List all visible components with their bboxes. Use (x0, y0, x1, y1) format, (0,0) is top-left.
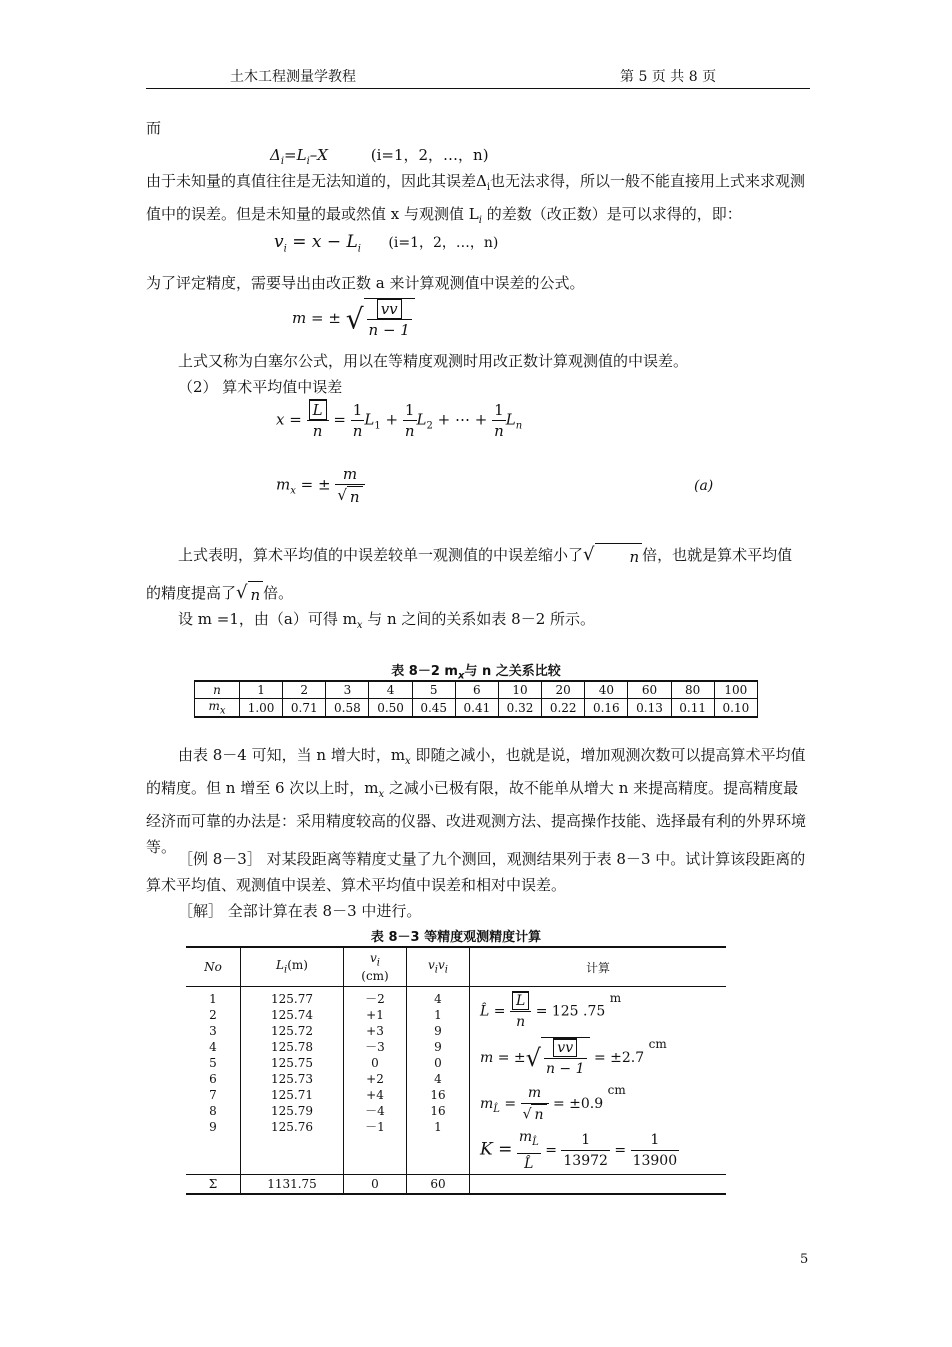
table1-label-n: n (195, 681, 240, 699)
table1-cell: 0.50 (369, 699, 412, 718)
table1-cell: 3 (326, 681, 369, 699)
page-number: 5 (800, 1252, 809, 1267)
table1-cell: 1 (240, 681, 283, 699)
header-page-info: 第 5 页 共 8 页 (620, 69, 717, 85)
calc-relative-error: K = $\frac{m_{L̂}}{L̂}$ = $\frac{1}{13972}$ = $\frac{1}{13900}$ (480, 1129, 678, 1172)
table2-sum-calc (470, 1175, 727, 1195)
solution-intro: ［解］ 全部计算在表 8－3 中进行。 (178, 902, 422, 920)
formula-bessel: m = ± √ $\frac{vv}{n - 1}$ (292, 298, 415, 340)
calc-m: m = ±√ $\frac{vv}{n - 1}$ = ±2.7 cm (480, 1037, 667, 1077)
example-statement: ［例 8－3］ 对某段距离等精度丈量了九个测回，观测结果列于表 8－3 中。试计算该段距离的算术平均值、观测值中误差、算术平均值中误差和相对中误差。 (146, 850, 806, 894)
table1-row-n (195, 681, 758, 699)
paragraph-5: 设 m =1，由（a）可得 $m_x$ 与 n 之间的关系如表 8－2 所示。 (178, 610, 596, 631)
table2-sum-vv: 60 (407, 1175, 470, 1195)
table2-header (186, 947, 726, 987)
table2-caption: 表 8－3 等精度观测精度计算 (370, 930, 542, 945)
table2-sum-label: Σ (186, 1175, 241, 1195)
paragraph-4a: 上式表明，算术平均值的中误差较单一观测值的中误差缩小了√ n 倍，也就是算术平均值 (146, 542, 810, 570)
table1-cell: 4 (369, 681, 412, 699)
paragraph-6: 由表 8－4 可知，当 n 增大时，$m_x$ 即随之减小，也就是说，增加观测次数可以提高算术平均值的精度。但 n 增至 6 次以上时，$m_x$ 之减小已极有限，故不能单从增大 n 来提高精度。提高精度最经济而可靠的办法是：采用精度较高的仪器、改进观测方法、提高操作技能、选择最有利的外界环境等。 (146, 746, 807, 856)
paragraph-3: 上式又称为白塞尔公式，用以在等精度观测时用改正数计算观测值的中误差。 (178, 352, 689, 370)
paragraph-2: 为了评定精度，需要导出由改正数 a 来计算观测值中误差的公式。 (146, 274, 585, 292)
formula-mx: $m_x$ = ± $\frac{m}{√ n}$ (276, 464, 365, 507)
table2-body (186, 987, 726, 1175)
table2-header-calc: 计算 (470, 947, 727, 987)
table2-col-calc (470, 987, 727, 1175)
table2-header-vi: $v_i$ (cm) (344, 947, 407, 987)
table1-cell: 0.58 (326, 699, 369, 718)
table1-cell: 0.11 (671, 699, 714, 718)
table1-cell: 5 (412, 681, 455, 699)
header-rule (146, 88, 810, 89)
section-heading: （2） 算术平均值中误差 (178, 378, 343, 396)
table1-caption: 表 8－2 $m_x$与 n 之关系比较 (391, 664, 561, 682)
formula-mean: x = $\frac{L}{n}$ = $\frac{1}{n}$ $L_1$ + $\frac{1}{n}$ $L_2$ + ⋯ + $\frac{1}{n}$ $L_n$ (276, 401, 523, 440)
paragraph-1: 由于未知量的真值往往是无法知道的，因此其误差$\Delta_i$也无法求得，所以一般不能直接用上式来求观测值中的误差。但是未知量的最或然值 x 与观测值 $L_i$ 的差数（改正数）是可以求得的，即： (146, 172, 806, 226)
table1-cell: 6 (455, 681, 498, 699)
text-er: 而 (146, 119, 162, 137)
table1-cell: 0.13 (628, 699, 671, 718)
table1-cell: 0.45 (412, 699, 455, 718)
calc-m-mean: $m_{L̂}$ = $\frac{m}{√ n}$ = ±0.9 cm (480, 1083, 626, 1123)
table-equal-precision (186, 946, 726, 1195)
formula-delta: $\Delta_i=L_i-X$ (i=1，2，…，n) (270, 146, 489, 167)
table2-header-no: No (186, 947, 241, 987)
table2-col-vv: 4 1 9 9 0 4 16 16 1 (407, 987, 470, 1175)
table2-sum-row (186, 1175, 726, 1195)
table2-col-no: 1 2 3 4 5 6 7 8 9 (186, 987, 241, 1175)
table1-cell: 0.71 (283, 699, 326, 718)
table2-col-vi: －2 +1 +3 －3 0 +2 +4 －4 －1 (344, 987, 407, 1175)
table2-sum-vi: 0 (344, 1175, 407, 1195)
table1-cell: 100 (714, 681, 757, 699)
table1-cell: 1.00 (240, 699, 283, 718)
table-mx-vs-n (194, 680, 758, 718)
table2-header-vv: $v_iv_i$ (407, 947, 470, 987)
calc-mean: L̂ = $\frac{L}{n}$ = 125 .75 m (480, 991, 622, 1030)
paragraph-4b: 的精度提高了√ n 倍。 (146, 580, 810, 608)
table1-cell: 20 (542, 681, 585, 699)
table1-cell: 10 (498, 681, 541, 699)
table1-cell: 2 (283, 681, 326, 699)
table1-cell: 0.22 (542, 699, 585, 718)
table2-col-li: 125.77 125.74 125.72 125.78 125.75 125.73 125.71 125.79 125.76 (241, 987, 344, 1175)
equation-tag: (a) (694, 478, 714, 494)
table1-cell: 80 (671, 681, 714, 699)
header-title: 土木工程测量学教程 (230, 69, 356, 85)
table1-cell: 0.41 (455, 699, 498, 718)
table1-cell: 0.32 (498, 699, 541, 718)
table1-cell: 40 (585, 681, 628, 699)
table1-row-mx (195, 699, 758, 718)
table2-sum-li: 1131.75 (241, 1175, 344, 1195)
table2-header-li: $L_i(m)$ (241, 947, 344, 987)
table1-cell: 0.10 (714, 699, 757, 718)
table1-label-mx: $m_x$ (195, 699, 240, 718)
formula-v: $v_i = x - L_i$ (i=1，2，…，n) (274, 232, 499, 255)
table1-cell: 60 (628, 681, 671, 699)
table1-cell: 0.16 (585, 699, 628, 718)
